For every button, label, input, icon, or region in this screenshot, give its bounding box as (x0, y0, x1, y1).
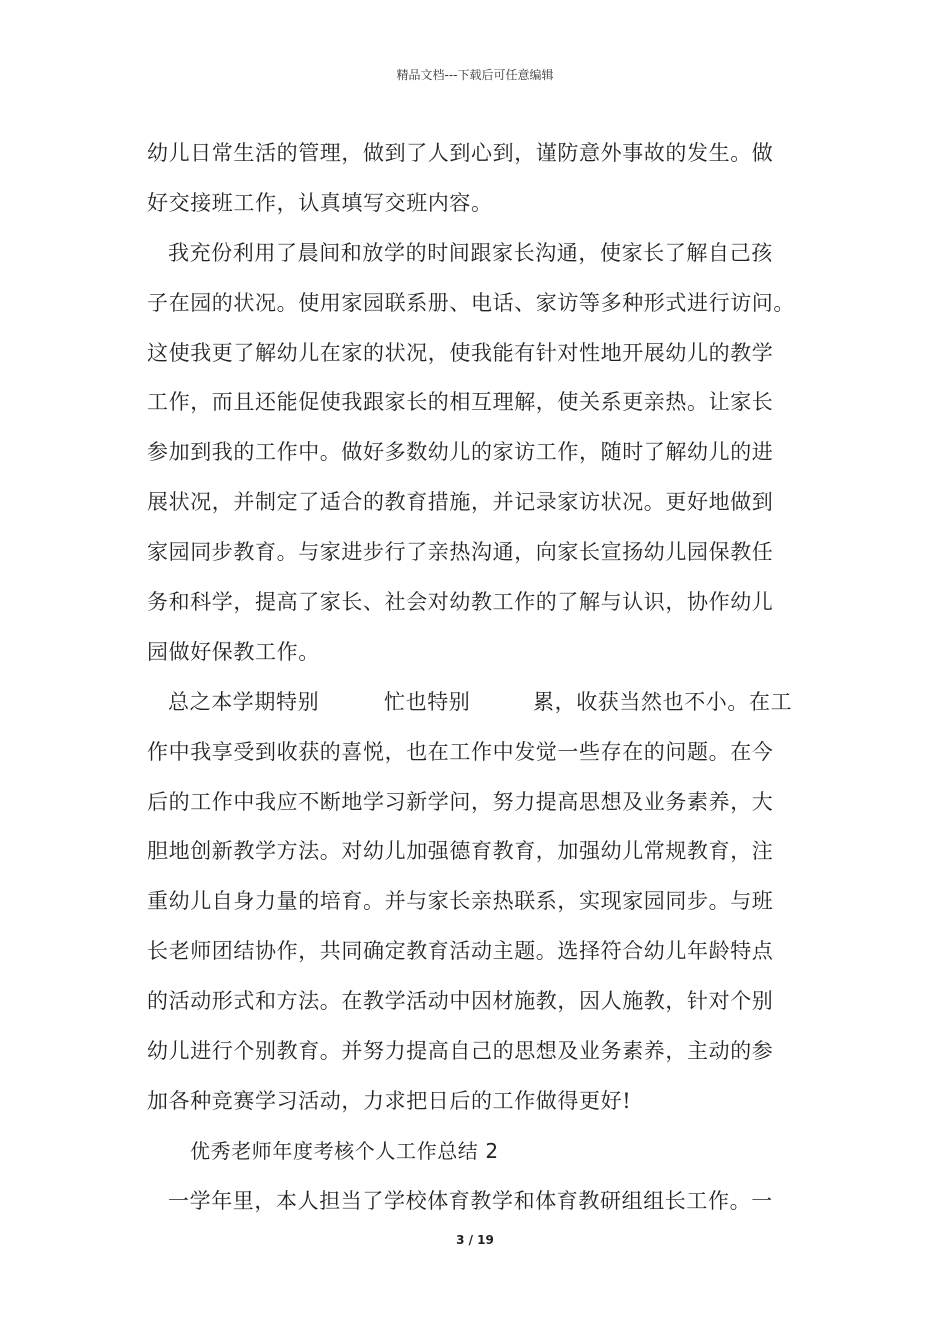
text-line: 作中我享受到收获的喜悦，也在工作中发觉一些存在的问题。在今 (147, 739, 774, 764)
text-line: 一学年里，本人担当了学校体育教学和体育教研组组长工作。一 (168, 1188, 773, 1213)
text-line: 务和科学，提高了家长、社会对幼教工作的了解与认识，协作幼儿 (147, 590, 774, 615)
text-line: 家园同步教育。与家进步行了亲热沟通，向家长宣扬幼儿园保教任 (147, 540, 774, 565)
page-header: 精品文档---下载后可任意编辑 (396, 68, 554, 82)
text-line: 后的工作中我应不断地学习新学问，努力提高思想及业务素养，大 (147, 789, 774, 814)
text-line: 胆地创新教学方法。对幼儿加强德育教育，加强幼儿常规教育，注 (147, 839, 774, 864)
text-line: 的活动形式和方法。在教学活动中因材施教，因人施教，针对个别 (147, 989, 774, 1014)
text-line: 长老师团结协作，共同确定教育活动主题。选择符合幼儿年龄特点 (147, 939, 774, 964)
text-line-spaced (147, 678, 810, 728)
text-line: 我充份利用了晨间和放学的时间跟家长沟通，使家长了解自己孩 (168, 240, 773, 265)
page-number: 3 / 19 (456, 1233, 494, 1247)
text-line: 幼儿进行个别教育。并努力提高自己的思想及业务素养，主动的参 (147, 1039, 774, 1064)
text-line: 园做好保教工作。 (147, 639, 320, 664)
text-line: 工作，而且还能促使我跟家长的相互理解，使关系更亲热。让家长 (147, 390, 774, 415)
text-line: 加各种竞赛学习活动，力求把日后的工作做得更好! (147, 1088, 632, 1113)
text-line: 幼儿日常生活的管理，做到了人到心到，谨防意外事故的发生。做 (147, 141, 774, 165)
text-segment: 忙也特别 (384, 689, 471, 714)
text-line: 好交接班工作，认真填写交班内容。 (147, 190, 493, 215)
text-line: 展状况，并制定了适合的教育措施，并记录家访状况。更好地做到 (147, 490, 774, 515)
section-heading: 优秀老师年度考核个人工作总结 2 (190, 1138, 499, 1163)
text-segment: 总之本学期特别 (168, 689, 320, 714)
text-line: 重幼儿自身力量的培育。并与家长亲热联系，实现家园同步。与班 (147, 889, 774, 914)
text-line: 参加到我的工作中。做好多数幼儿的家访工作，随时了解幼儿的进 (147, 440, 774, 465)
text-line: 这使我更了解幼儿在家的状况，使我能有针对性地开展幼儿的教学 (147, 340, 774, 365)
document-body (147, 129, 810, 1227)
text-line: 子在园的状况。使用家园联系册、电话、家访等多种形式进行访问。 (147, 290, 795, 315)
text-segment: 累，收获当然也不小。在工 (533, 689, 793, 714)
